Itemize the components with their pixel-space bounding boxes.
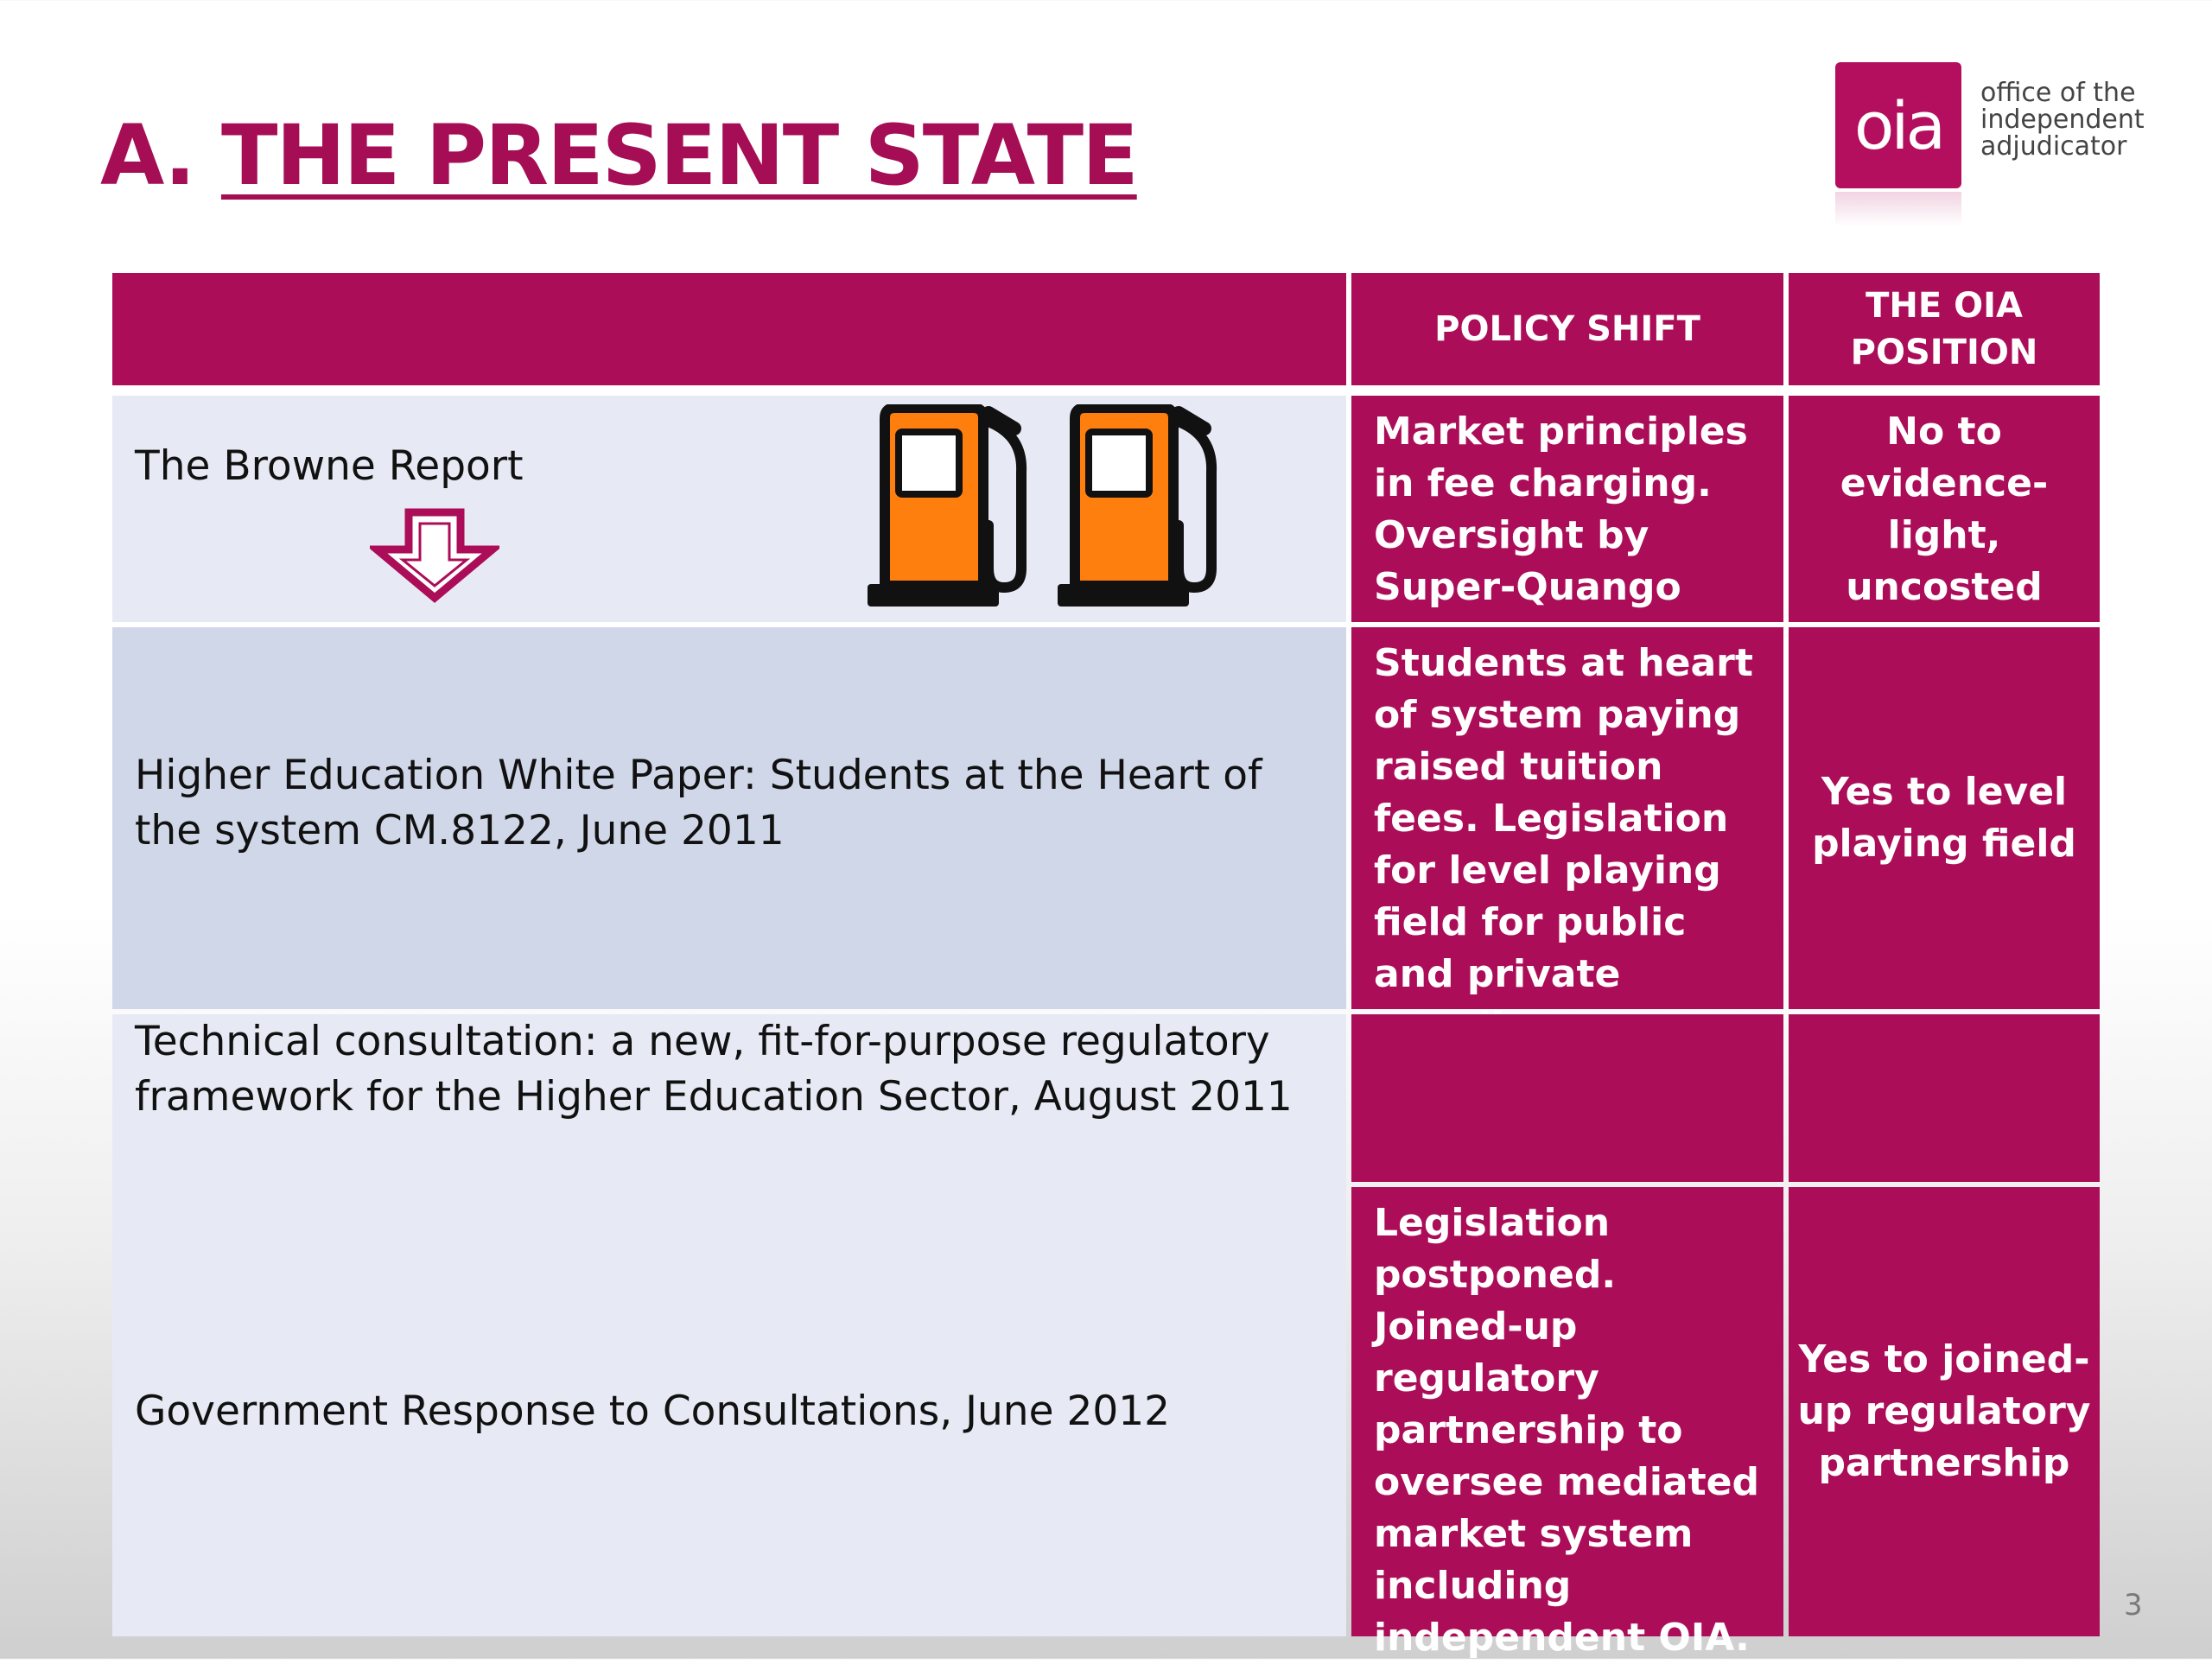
- logo-tagline-line: office of the: [1980, 78, 2136, 108]
- oia-position-cell-empty: [1789, 1014, 2100, 1182]
- table-row-item: [112, 396, 1346, 622]
- table-row-item: [112, 627, 1346, 1009]
- down-arrow-icon: [370, 508, 499, 603]
- header-oia-position: THE OIA POSITION: [1789, 273, 2100, 385]
- policy-shift-cell-empty: [1351, 1014, 1783, 1182]
- logo-tagline: [1980, 79, 2145, 160]
- oia-position-cell: Yes to level playing field: [1789, 627, 2100, 1009]
- header-policy-shift: POLICY SHIFT: [1351, 273, 1783, 385]
- page-number: 3: [2124, 1588, 2143, 1623]
- policy-shift-cell: Students at heart of system paying raised tuition fees. Legislation for level playing field for public and private: [1351, 627, 1783, 1009]
- logo-mark: oia: [1835, 62, 1961, 188]
- fuel-pump-icon: [861, 404, 1241, 612]
- row-item-text: The Browne Report: [135, 442, 524, 490]
- table-row-item: [112, 1014, 1346, 1636]
- title-prefix: A.: [100, 107, 221, 204]
- logo-tagline-line: independent: [1980, 105, 2145, 135]
- oia-position-cell: Yes to joined-up regulatory partnership: [1789, 1187, 2100, 1636]
- policy-shift-cell: Legislation postponed. Joined-up regulatory partnership to oversee mediated market system including independent OIA.: [1351, 1187, 1783, 1636]
- page-title: [100, 107, 1137, 204]
- oia-logo: [1835, 62, 2164, 235]
- row-item-text: Higher Education White Paper: Students at the Heart of the system CM.8122, June 2011: [135, 752, 1262, 854]
- oia-position-cell: No to evidence-light, uncosted: [1789, 396, 2100, 622]
- policy-shift-cell: Market principles in fee charging. Oversight by Super-Quango: [1351, 396, 1783, 622]
- row-item-text: Government Response to Consultations, June 2012: [135, 1388, 1171, 1435]
- header-cell-blank: [112, 273, 1346, 385]
- row-item-text: Technical consultation: a new, fit-for-purpose regulatory framework for the Higher Education Sector, August 2011: [135, 1018, 1293, 1121]
- title-text: THE PRESENT STATE: [220, 107, 1137, 204]
- logo-reflection: [1835, 192, 1961, 226]
- logo-tagline-line: adjudicator: [1980, 131, 2127, 162]
